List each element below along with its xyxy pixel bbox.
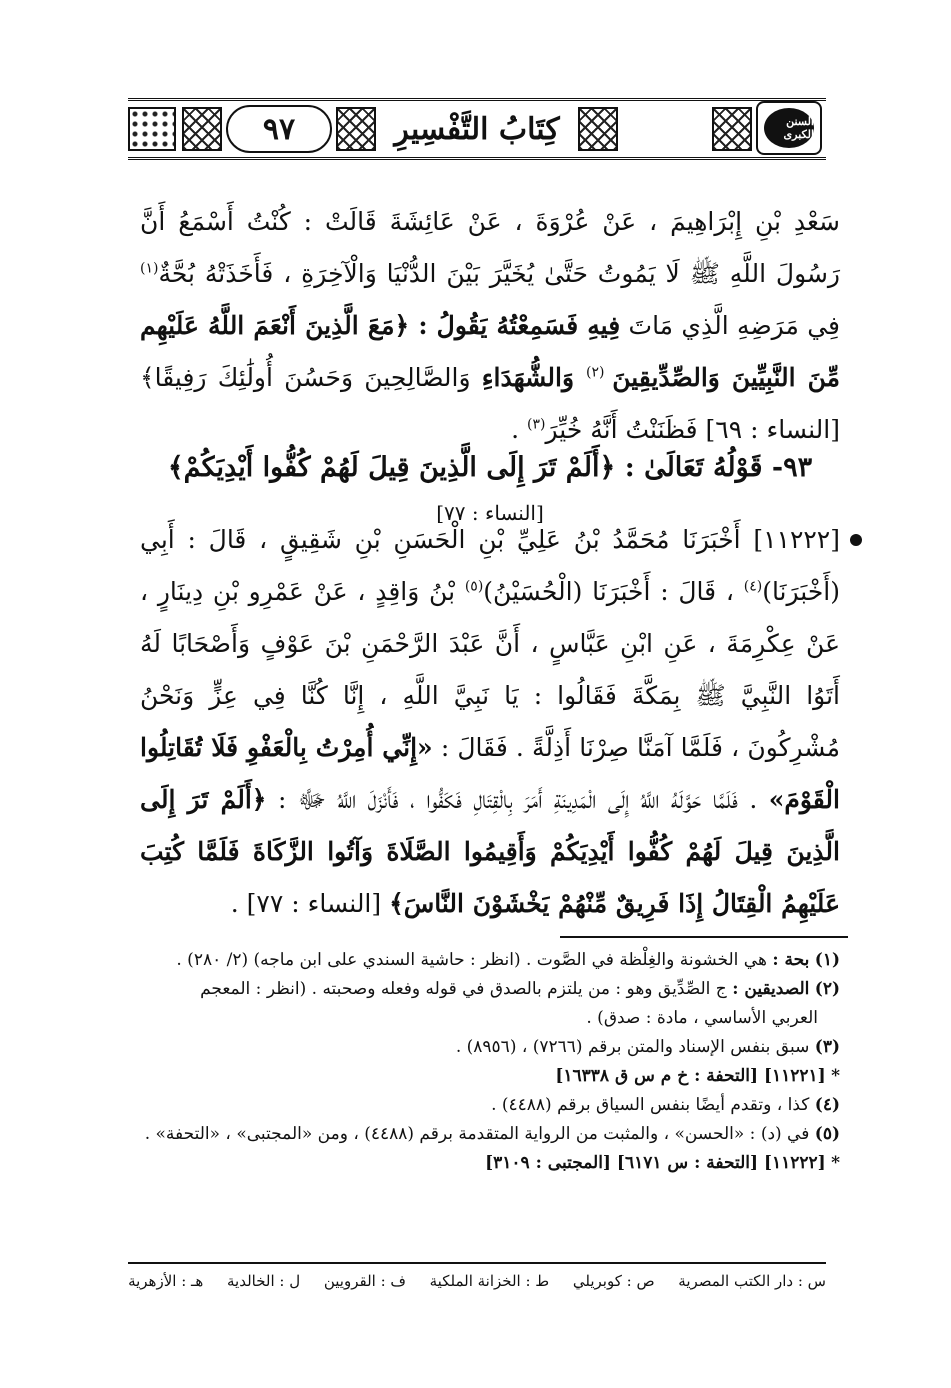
footnote-number: (٤) bbox=[814, 1095, 840, 1115]
footnote bbox=[140, 1033, 840, 1062]
text-line: وَالصَّالِحِينَ وَحَسُنَ أُولَٰئِكَ رَفِيقًا﴾ [النساء : ٦٩] فَظَنَنْتُ أَنَّهُ خُيِّرَ bbox=[140, 363, 840, 444]
manuscript-siglum: ص : كوبريلي bbox=[572, 1272, 655, 1290]
page-number: ٩٧ bbox=[226, 105, 332, 153]
tuhfa-reference bbox=[140, 1149, 840, 1178]
isnad-text: ، قَالَ : أَخْبَرَنَا (الْحُسَيْنُ) bbox=[483, 577, 744, 606]
section-reference: [النساء : ٧٧] bbox=[436, 501, 544, 525]
footnote-divider bbox=[560, 936, 848, 938]
footnote-text: في (د) : «الحسن» ، والمثبت من الرواية المتقدمة برقم (٤٤٨٨) ، ومن «المجتبى» ، «التحفة» . bbox=[144, 1124, 810, 1144]
footnotes-section bbox=[140, 946, 840, 1178]
footnote bbox=[140, 1091, 840, 1120]
header-ornament bbox=[336, 107, 376, 151]
footnote-text: [١١٢٢٢] [التحفة : س ٦١٧١] [المجتبى : ٣١٠٩] bbox=[485, 1153, 826, 1173]
footnote-term: بحة : bbox=[772, 950, 810, 970]
text-line: . bbox=[511, 415, 528, 444]
footnote-marker: (٢) bbox=[586, 364, 613, 381]
tuhfa-reference bbox=[140, 1062, 840, 1091]
footnote bbox=[140, 1120, 840, 1149]
quran-quote: فِيهِ فَسَمِعْتُهُ يَقُولُ : ﴿مَعَ الَّذِينَ أَنْعَمَ اللَّهُ عَلَيْهِم مِّنَ النَّبِيِّينَ وَالصِّدِّيقِينَ bbox=[140, 311, 840, 392]
asterisk-marker: * bbox=[831, 1066, 840, 1086]
footnote-text: ج الصِّدِّيق وهو : من يلتزم بالصدق في قوله وفعله وصحبته . (انظر : المعجم bbox=[200, 979, 733, 999]
page-header bbox=[128, 98, 826, 160]
footnote-marker: (١) bbox=[140, 260, 159, 277]
manuscript-siglum: ط : الخزانة الملكية bbox=[429, 1272, 550, 1290]
manuscript-siglum: ف : القرويين bbox=[323, 1272, 406, 1290]
manuscript-key bbox=[128, 1270, 826, 1292]
footnote bbox=[140, 975, 840, 1004]
footnote-marker: (٥) bbox=[464, 578, 484, 595]
text-line: سَعْدِ بْنِ إِبْرَاهِيمَ ، عَنْ عُرْوَةَ ، عَنْ عَائِشَةَ قَالَتْ : كُنْتُ أَسْمَعُ أَنَّ رَسُولَ اللَّهِ ﷺ bbox=[140, 207, 841, 288]
footnote bbox=[140, 946, 840, 975]
matn-text: . فَلَمَّا حَوَّلَهُ اللَّهُ إِلَى الْمَدِينَةِ أَمَرَ بِالْقِتَالِ فَكَفُّوا ، فَأَنْزَلَ اللَّهُ ﷻ : bbox=[266, 785, 769, 814]
text-line: فِي مَرَضِهِ الَّذِي مَاتَ bbox=[628, 311, 840, 340]
manuscript-siglum: هـ : الأزهرية bbox=[128, 1272, 204, 1290]
footnote-text: [١١٢٢١] [التحفة : خ م س ق ١٦٣٣٨] bbox=[555, 1066, 826, 1086]
chapter-title: كِتَابُ التَّفْسِيرِ bbox=[394, 111, 560, 147]
header-ornament bbox=[182, 107, 222, 151]
manuscript-siglum: س : دار الكتب المصرية bbox=[678, 1272, 826, 1290]
asterisk-marker: * bbox=[831, 1153, 840, 1173]
verse-reference: [النساء : ٧٧] . bbox=[230, 889, 390, 918]
header-ornament bbox=[712, 107, 752, 151]
footnote-number: (٢) bbox=[814, 979, 840, 999]
footnote-number: (٥) bbox=[814, 1124, 840, 1144]
matn-text: بْنُ وَاقِدٍ ، عَنْ عَمْرِو بْنِ دِينَارٍ ، عَنْ عِكْرِمَةَ ، عَنِ ابْنِ عَبَّاسٍ ، أَنَّ عَبْدَ الرَّحْمَنِ بْنَ عَوْفٍ وَأَصْحَابًا لَهُ أَتَوُا النَّبِيَّ ﷺ بِمَكَّةَ فَقَالُوا : يَا نَبِيَّ اللَّهِ ، إِنَّا كُنَّا فِي عِزٍّ وَنَحْنُ مُشْرِكُونَ ، فَلَمَّا آمَنَّا صِرْنَا أَذِلَّةً . فَقَالَ : bbox=[140, 577, 840, 762]
quran-quote: ﴿أَلَمْ تَرَ إِلَى الَّذِينَ قِيلَ لَهُمْ كُفُّوا أَيْدِيَكُمْ وَأَقِيمُوا الصَّلَاةَ وَآتُوا الزَّكَاةَ فَلَمَّا كُتِبَ عَلَيْهِمُ الْقِتَالُ إِذَا فَرِيقٌ مِّنْهُمْ يَخْشَوْنَ النَّاسَ﴾ bbox=[140, 785, 840, 918]
bullet-icon bbox=[850, 534, 862, 546]
hadith-paragraph bbox=[140, 514, 840, 930]
isnad-text: [١١٢٢٢] أَخْبَرَنَا مُحَمَّدُ بْنُ عَلِيِّ بْنِ الْحَسَنِ بْنِ شَقِيقٍ ، قَالَ : أَبِي (أَخْبَرَنَا) bbox=[140, 525, 841, 606]
footnote-text: هي الخشونة والغِلْظة في الصَّوت . (انظر : حاشية السندي على ابن ماجه) (٢/ ٢٨٠) . bbox=[176, 950, 773, 970]
publisher-logo bbox=[756, 101, 822, 155]
quran-quote: وَالشُّهَدَاءِ bbox=[481, 363, 587, 392]
manuscript-siglum: ل : الخالدية bbox=[227, 1272, 301, 1290]
prophetic-saying: «إِنِّي أُمِرْتُ بِالْعَفْوِ فَلَا تُقَاتِلُوا الْقَوْمَ» bbox=[140, 733, 840, 814]
bottom-divider bbox=[128, 1262, 826, 1264]
footnote-number: (١) bbox=[814, 950, 840, 970]
main-paragraph-continuation bbox=[140, 196, 840, 456]
footnote-text: العربي الأساسي ، مادة : صدق) . bbox=[586, 1008, 818, 1028]
text-line: لَا يَمُوتُ حَتَّىٰ يُخَيَّرَ بَيْنَ الدُّنْيَا وَالْآخِرَةِ ، فَأَخَذَتْهُ بُحَّةٌ bbox=[158, 259, 680, 288]
header-ornament bbox=[578, 107, 618, 151]
footnote-marker: (٣) bbox=[527, 416, 546, 433]
footnote-text: كذا ، وتقدم أيضًا بنفس السياق برقم (٤٤٨٨) . bbox=[491, 1095, 810, 1115]
section-title: ٩٣- قَوْلُهُ تَعَالَىٰ : ﴿أَلَمْ تَرَ إِلَى الَّذِينَ قِيلَ لَهُمْ كُفُّوا أَيْدِيَكُمْ﴾ bbox=[167, 452, 813, 483]
footnote-number: (٣) bbox=[814, 1037, 840, 1057]
logo-text: السنن الكبرى bbox=[764, 108, 814, 148]
footnote-continuation bbox=[140, 1004, 840, 1033]
footnote-text: سبق بنفس الإسناد والمتن برقم (٧٢٦٦) ، (٨٩٥٦) . bbox=[455, 1037, 810, 1057]
footnote-marker: (٤) bbox=[743, 578, 763, 595]
header-ornament-left-cap bbox=[128, 107, 176, 151]
footnote-term: الصديقين : bbox=[732, 979, 810, 999]
